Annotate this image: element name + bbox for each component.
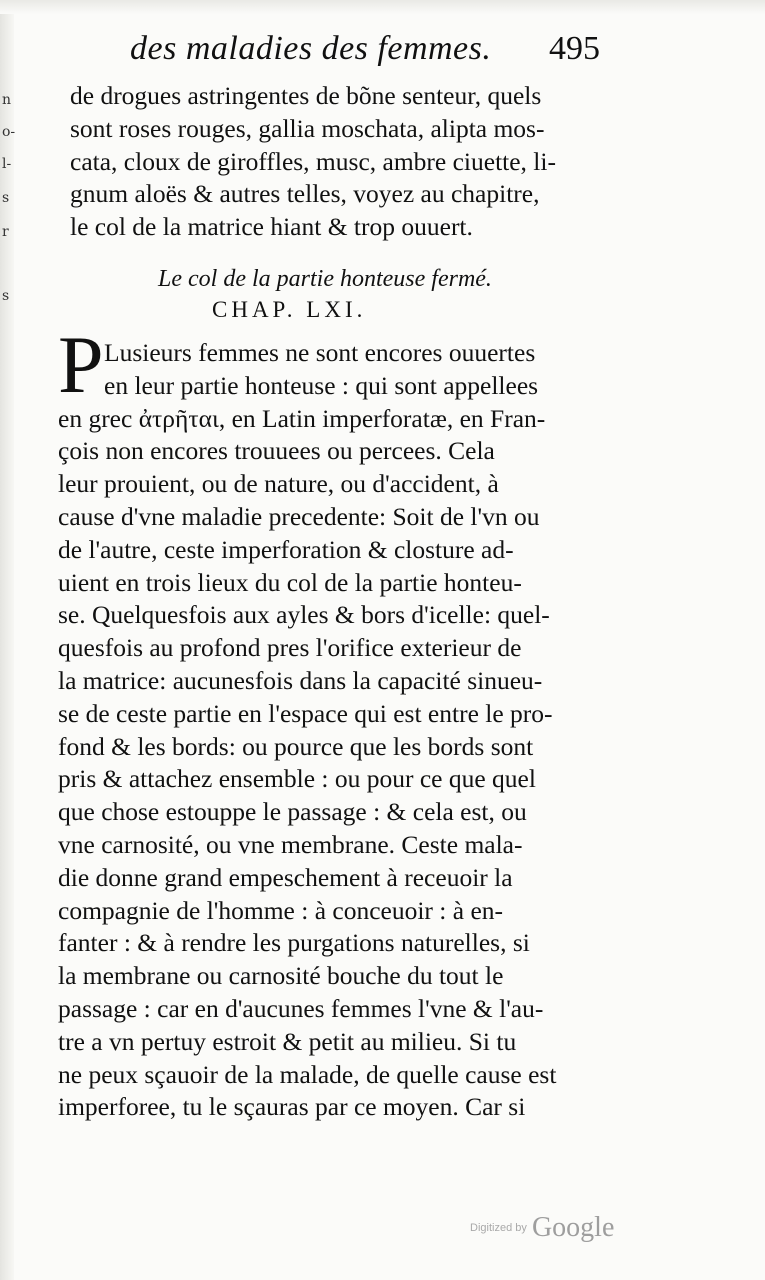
text-line: compagnie de l'homme : à conceuoir : à en- (58, 895, 504, 925)
text-line: en leur partie honteuse : qui sont appellees (104, 370, 539, 400)
text-line: uient en trois lieux du col de la partie honteu- (58, 567, 522, 597)
text-line: sont roses rouges, gallia moschata, alipta mos- (70, 113, 545, 143)
text-line: se. Quelquesfois aux ayles & bors d'icelle: quel- (58, 600, 550, 630)
text-line: vne carnosité, ou vne membrane. Ceste mala- (58, 829, 523, 859)
text-line: le col de la matrice hiant & trop ouuert. (70, 212, 473, 242)
chapter-number: CHAP. LXI. (212, 297, 367, 322)
text-line: gnum aloës & autres telles, voyez au chapitre, (70, 179, 540, 209)
watermark-prefix: Digitized by (470, 1222, 527, 1234)
margin-mark: s (2, 288, 10, 304)
page-number: 495 (549, 30, 600, 67)
page-top-edge (0, 0, 765, 14)
margin-mark: s (2, 190, 10, 206)
watermark-logo: Google (531, 1212, 615, 1243)
text-line: que chose estouppe le passage : & cela est, ou (58, 797, 527, 827)
section-heading: Le col de la partie honteuse fermé. (158, 266, 492, 292)
margin-mark: o- (2, 124, 16, 140)
text-line: fond & les bords: ou pource que les bords sont (58, 731, 534, 761)
text-line: imperforee, tu le sçauras par ce moyen. Car si (58, 1092, 526, 1122)
text-line: die donne grand empeschement à receuoir la (58, 862, 513, 892)
text-line: pris & attachez ensemble : ou pour ce que quel (58, 764, 536, 794)
text-line: de drogues astringentes de bõne senteur, quels (70, 81, 542, 110)
text-line: Lusieurs femmes ne sont encores ouuertes (104, 338, 536, 367)
margin-mark: n (2, 92, 12, 108)
margin-mark: r (2, 224, 9, 240)
text-line: la membrane ou carnosité bouche du tout le (58, 961, 504, 991)
text-line: la matrice: aucunesfois dans la capacité sinueu- (58, 665, 543, 695)
text-line: çois non encores trouuees ou percees. Cela (58, 436, 495, 466)
text-line: en grec ἀτρῆται, en Latin imperforatæ, en Fran- (58, 403, 546, 433)
text-line: se de ceste partie en l'espace qui est entre le pro- (58, 698, 553, 728)
text-line: passage : car en d'aucunes femmes l'vne & l'au- (58, 993, 544, 1023)
running-title: des maladies des femmes. (130, 30, 492, 67)
text-line: fanter : & à rendre les purgations naturelles, si (58, 928, 530, 958)
text-line: tre a vn pertuy estroit & petit au milieu. Si tu (58, 1026, 517, 1056)
text-line: leur prouient, ou de nature, ou d'accident, à (58, 469, 499, 499)
page-header (130, 30, 600, 78)
text-line: cata, cloux de giroffles, musc, ambre ciuette, li- (70, 146, 556, 176)
drop-cap: P (58, 319, 104, 410)
text-line: ne peux sçauoir de la malade, de quelle cause est (58, 1059, 557, 1089)
text-line: cause d'vne maladie precedente: Soit de l'vn ou (58, 501, 540, 531)
text-line: de l'autre, ceste imperforation & closture ad- (58, 534, 514, 564)
chapter-body (58, 337, 599, 1124)
margin-mark: l- (2, 156, 12, 172)
text-line: quesfois au profond pres l'orifice exterieur de (58, 633, 522, 663)
intro-paragraph (70, 80, 590, 244)
digitized-watermark (470, 1212, 630, 1252)
